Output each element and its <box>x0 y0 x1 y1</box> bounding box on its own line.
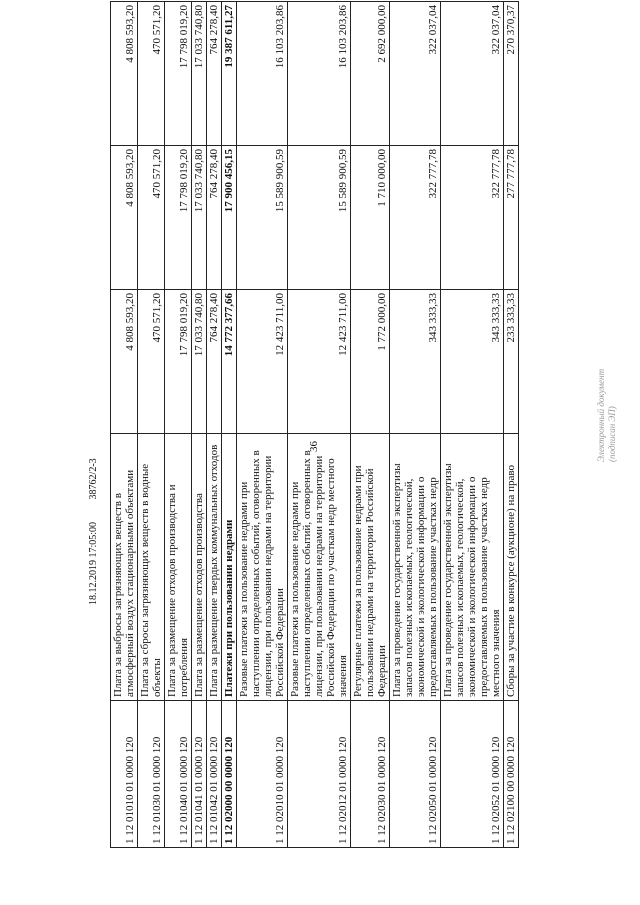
row-name: Разовые платежи за пользование недрами при наступлении определенных событий, оговоренных в лицензии, при пользовании недрами на территории Российской Федерации по участкам недр местного значения <box>288 434 351 701</box>
table-row <box>207 2 222 848</box>
row-value-2: 17 900 456,15 <box>222 146 237 290</box>
row-value-2: 15 589 900,59 <box>237 146 288 290</box>
stamp-line: (подписан ЭП) <box>607 406 617 462</box>
row-value-2: 322 777,78 <box>441 146 504 290</box>
table-row <box>222 2 237 848</box>
row-name: Плата за размещение твердых коммунальных отходов <box>207 434 222 701</box>
row-value-2: 1 710 000,00 <box>351 146 390 290</box>
row-value-1: 233 333,33 <box>504 290 519 434</box>
row-value-3: 16 103 203,86 <box>288 2 351 146</box>
row-code: 1 12 02012 01 0000 120 <box>288 701 351 848</box>
row-name: Плата за сбросы загрязняющих веществ в водные объекты <box>138 434 165 701</box>
budget-table-body <box>111 2 519 848</box>
row-code: 1 12 02010 01 0000 120 <box>237 701 288 848</box>
row-value-3: 16 103 203,86 <box>237 2 288 146</box>
row-code: 1 12 02030 01 0000 120 <box>351 701 390 848</box>
row-value-2: 17 798 019,20 <box>165 146 192 290</box>
row-name: Плата за выбросы загрязняющих веществ в атмосферный воздух стационарными объектами <box>111 434 138 701</box>
table-row <box>192 2 207 848</box>
row-value-1: 12 423 711,00 <box>288 290 351 434</box>
row-value-1: 17 798 019,20 <box>165 290 192 434</box>
row-value-2: 17 033 740,80 <box>192 146 207 290</box>
row-code: 1 12 01041 01 0000 120 <box>192 701 207 848</box>
row-value-1: 1 772 000,00 <box>351 290 390 434</box>
row-code: 1 12 01030 01 0000 120 <box>138 701 165 848</box>
row-value-2: 4 808 593,20 <box>111 146 138 290</box>
row-value-3: 4 808 593,20 <box>111 2 138 146</box>
table-row <box>237 2 288 848</box>
table-row <box>111 2 138 848</box>
table-row <box>504 2 519 848</box>
row-name: Разовые платежи за пользование недрами при наступлении определенных событий, оговоренных в лицензии, при пользовании недрами на территории Российской Федерации <box>237 434 288 701</box>
row-name: Плата за проведение государственной экспертизы запасов полезных ископаемых, геологической, экономической и экологической информации о предоставляемых в пользование участках недр местного значения <box>441 434 504 701</box>
table-row <box>138 2 165 848</box>
table-row <box>165 2 192 848</box>
row-value-1: 764 278,40 <box>207 290 222 434</box>
footer-datetime: 18.12.2019 17:05:00 <box>88 521 99 605</box>
stamp-line: Электронный документ <box>596 368 606 462</box>
row-name: Плата за размещение отходов производства <box>192 434 207 701</box>
row-value-3: 764 278,40 <box>207 2 222 146</box>
row-name: Регулярные платежи за пользование недрами при пользовании недрами на территории Российской Федерации <box>351 434 390 701</box>
table-row <box>441 2 504 848</box>
row-value-2: 277 777,78 <box>504 146 519 290</box>
row-value-1: 470 571,20 <box>138 290 165 434</box>
row-value-3: 270 370,37 <box>504 2 519 146</box>
budget-table <box>110 1 519 848</box>
row-value-2: 470 571,20 <box>138 146 165 290</box>
row-value-1: 17 033 740,80 <box>192 290 207 434</box>
row-code: 1 12 01010 01 0000 120 <box>111 701 138 848</box>
row-name: Плата за размещение отходов производства и потребления <box>165 434 192 701</box>
row-value-1: 343 333,33 <box>390 290 441 434</box>
page-number: 36 <box>308 441 320 452</box>
row-value-3: 17 798 019,20 <box>165 2 192 146</box>
table-row <box>351 2 390 848</box>
row-code: 1 12 01040 01 0000 120 <box>165 701 192 848</box>
row-value-2: 322 777,78 <box>390 146 441 290</box>
table-row <box>288 2 351 848</box>
row-value-2: 15 589 900,59 <box>288 146 351 290</box>
row-value-3: 2 692 000,00 <box>351 2 390 146</box>
row-name: Платежи при пользовании недрами <box>222 434 237 701</box>
footer <box>88 438 99 605</box>
table-row <box>390 2 441 848</box>
row-code: 1 12 02050 01 0000 120 <box>390 701 441 848</box>
row-code: 1 12 02052 01 0000 120 <box>441 701 504 848</box>
row-value-2: 764 278,40 <box>207 146 222 290</box>
row-code: 1 12 01042 01 0000 120 <box>207 701 222 848</box>
row-value-3: 470 571,20 <box>138 2 165 146</box>
row-value-3: 322 037,04 <box>441 2 504 146</box>
electronic-signature-stamp <box>596 369 618 462</box>
row-value-3: 322 037,04 <box>390 2 441 146</box>
row-value-1: 4 808 593,20 <box>111 290 138 434</box>
row-code: 1 12 02100 00 0000 120 <box>504 701 519 848</box>
row-code: 1 12 02000 00 0000 120 <box>222 701 237 848</box>
row-value-1: 12 423 711,00 <box>237 290 288 434</box>
row-name: Плата за проведение государственной экспертизы запасов полезных ископаемых, геологической, экономической и экологической информации о предоставляемых в пользование участках недр <box>390 434 441 701</box>
row-value-3: 19 387 611,27 <box>222 2 237 146</box>
row-value-1: 14 772 377,66 <box>222 290 237 434</box>
row-value-1: 343 333,33 <box>441 290 504 434</box>
row-name: Сборы за участие в конкурсе (аукционе) на право <box>504 434 519 701</box>
footer-doc-id: 38762/2-3 <box>88 458 99 500</box>
row-value-3: 17 033 740,80 <box>192 2 207 146</box>
